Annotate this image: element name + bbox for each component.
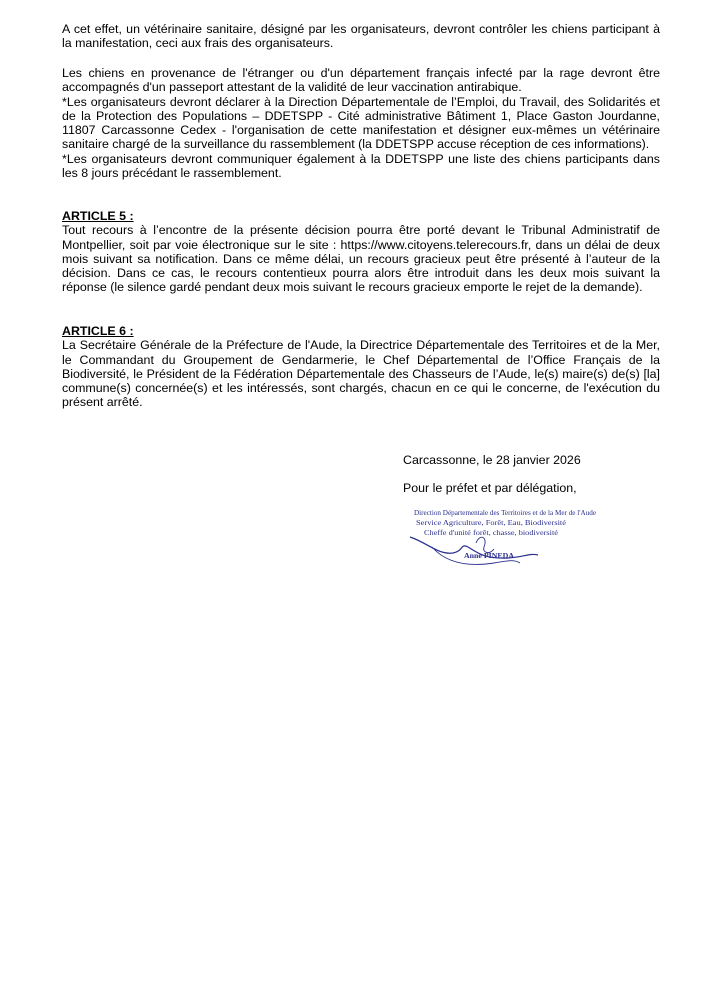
- stamp-line-4: Anne PINEDA: [464, 551, 515, 560]
- article-6: [62, 324, 660, 410]
- paragraph-liste: *Les organisateurs devront communiquer également à la DDETSPP une liste des chiens participants dans les 8 jours précédant le rassemblement.: [62, 151, 660, 181]
- paragraph-effet: A cet effet, un vétérinaire sanitaire, désigné par les organisateurs, devront contrôler les chiens participant à la manifestation, ceci aux frais des organisateurs.: [62, 22, 660, 51]
- article-6-text: La Secrétaire Générale de la Préfecture de l'Aude, la Directrice Départementale des Territoires et de la Mer, le Commandant du Groupement de Gendarmerie, le Chef Départemental de l’Office Français de la Biodiversité, le Président de la Fédération Départementale des Chasseurs de l’Aude, le(s) maire(s) de(s) [la] commune(s) concernée(s) et les intéressés, sont chargés, chacun en ce qui le concerne, de l'exécution du présent arrêté.: [62, 338, 660, 410]
- place-date: Carcassonne, le 28 janvier 2026: [403, 453, 581, 467]
- paragraph-etranger: Les chiens en provenance de l'étranger ou d'un département français infecté par la rage devront être accompagnés d'un passeport attestant de la validité de leur vaccination antirabique.: [62, 66, 660, 95]
- paragraph-declarer: *Les organisateurs devront déclarer à la Direction Départementale de l’Emploi, du Travail, des Solidarités et de la Protection des Populations – DDETSPP - Cité administrative Bâtiment 1, Place Gaston Jourdanne, 11807 Carcassonne Cedex - l'organisation de cette manifestation et désigner eux-mêmes un vétérinaire sanitaire chargé de la surveillance du rassemblement (la DDETSPP accuse réception de ces informations).: [62, 94, 660, 152]
- article-5: [62, 209, 660, 295]
- stamp-line-3: Cheffe d'unité forêt, chasse, biodiversité: [424, 528, 559, 537]
- article-6-heading: ARTICLE 6 :: [62, 324, 134, 338]
- stamp-line-2: Service Agriculture, Forêt, Eau, Biodiversité: [416, 518, 567, 527]
- delegation-line: Pour le préfet et par délégation,: [403, 481, 577, 495]
- signature-stamp: [398, 503, 598, 575]
- paragraph-conditions-block: [62, 66, 660, 180]
- paragraph-effet-block: [62, 22, 660, 51]
- signature-stamp-graphic: [398, 503, 598, 575]
- stamp-line-1: Direction Départementale des Territoires et de la Mer de l'Aude: [414, 508, 597, 517]
- article-5-heading: ARTICLE 5 :: [62, 209, 134, 223]
- article-5-text: Tout recours à l’encontre de la présente décision pourra être porté devant le Tribunal Administratif de Montpellier, soit par voie électronique sur le site : https://www.citoyens.telerecours.fr, dans un délai de deux mois suivant sa notification. Dans ce même délai, un recours gracieux peut être présenté à l’auteur de la décision. Dans ce cas, le recours contentieux pourra alors être introduit dans les deux mois suivant la réponse (le silence gardé pendant deux mois suivant le recours gracieux emporte le rejet de la demande).: [62, 223, 660, 295]
